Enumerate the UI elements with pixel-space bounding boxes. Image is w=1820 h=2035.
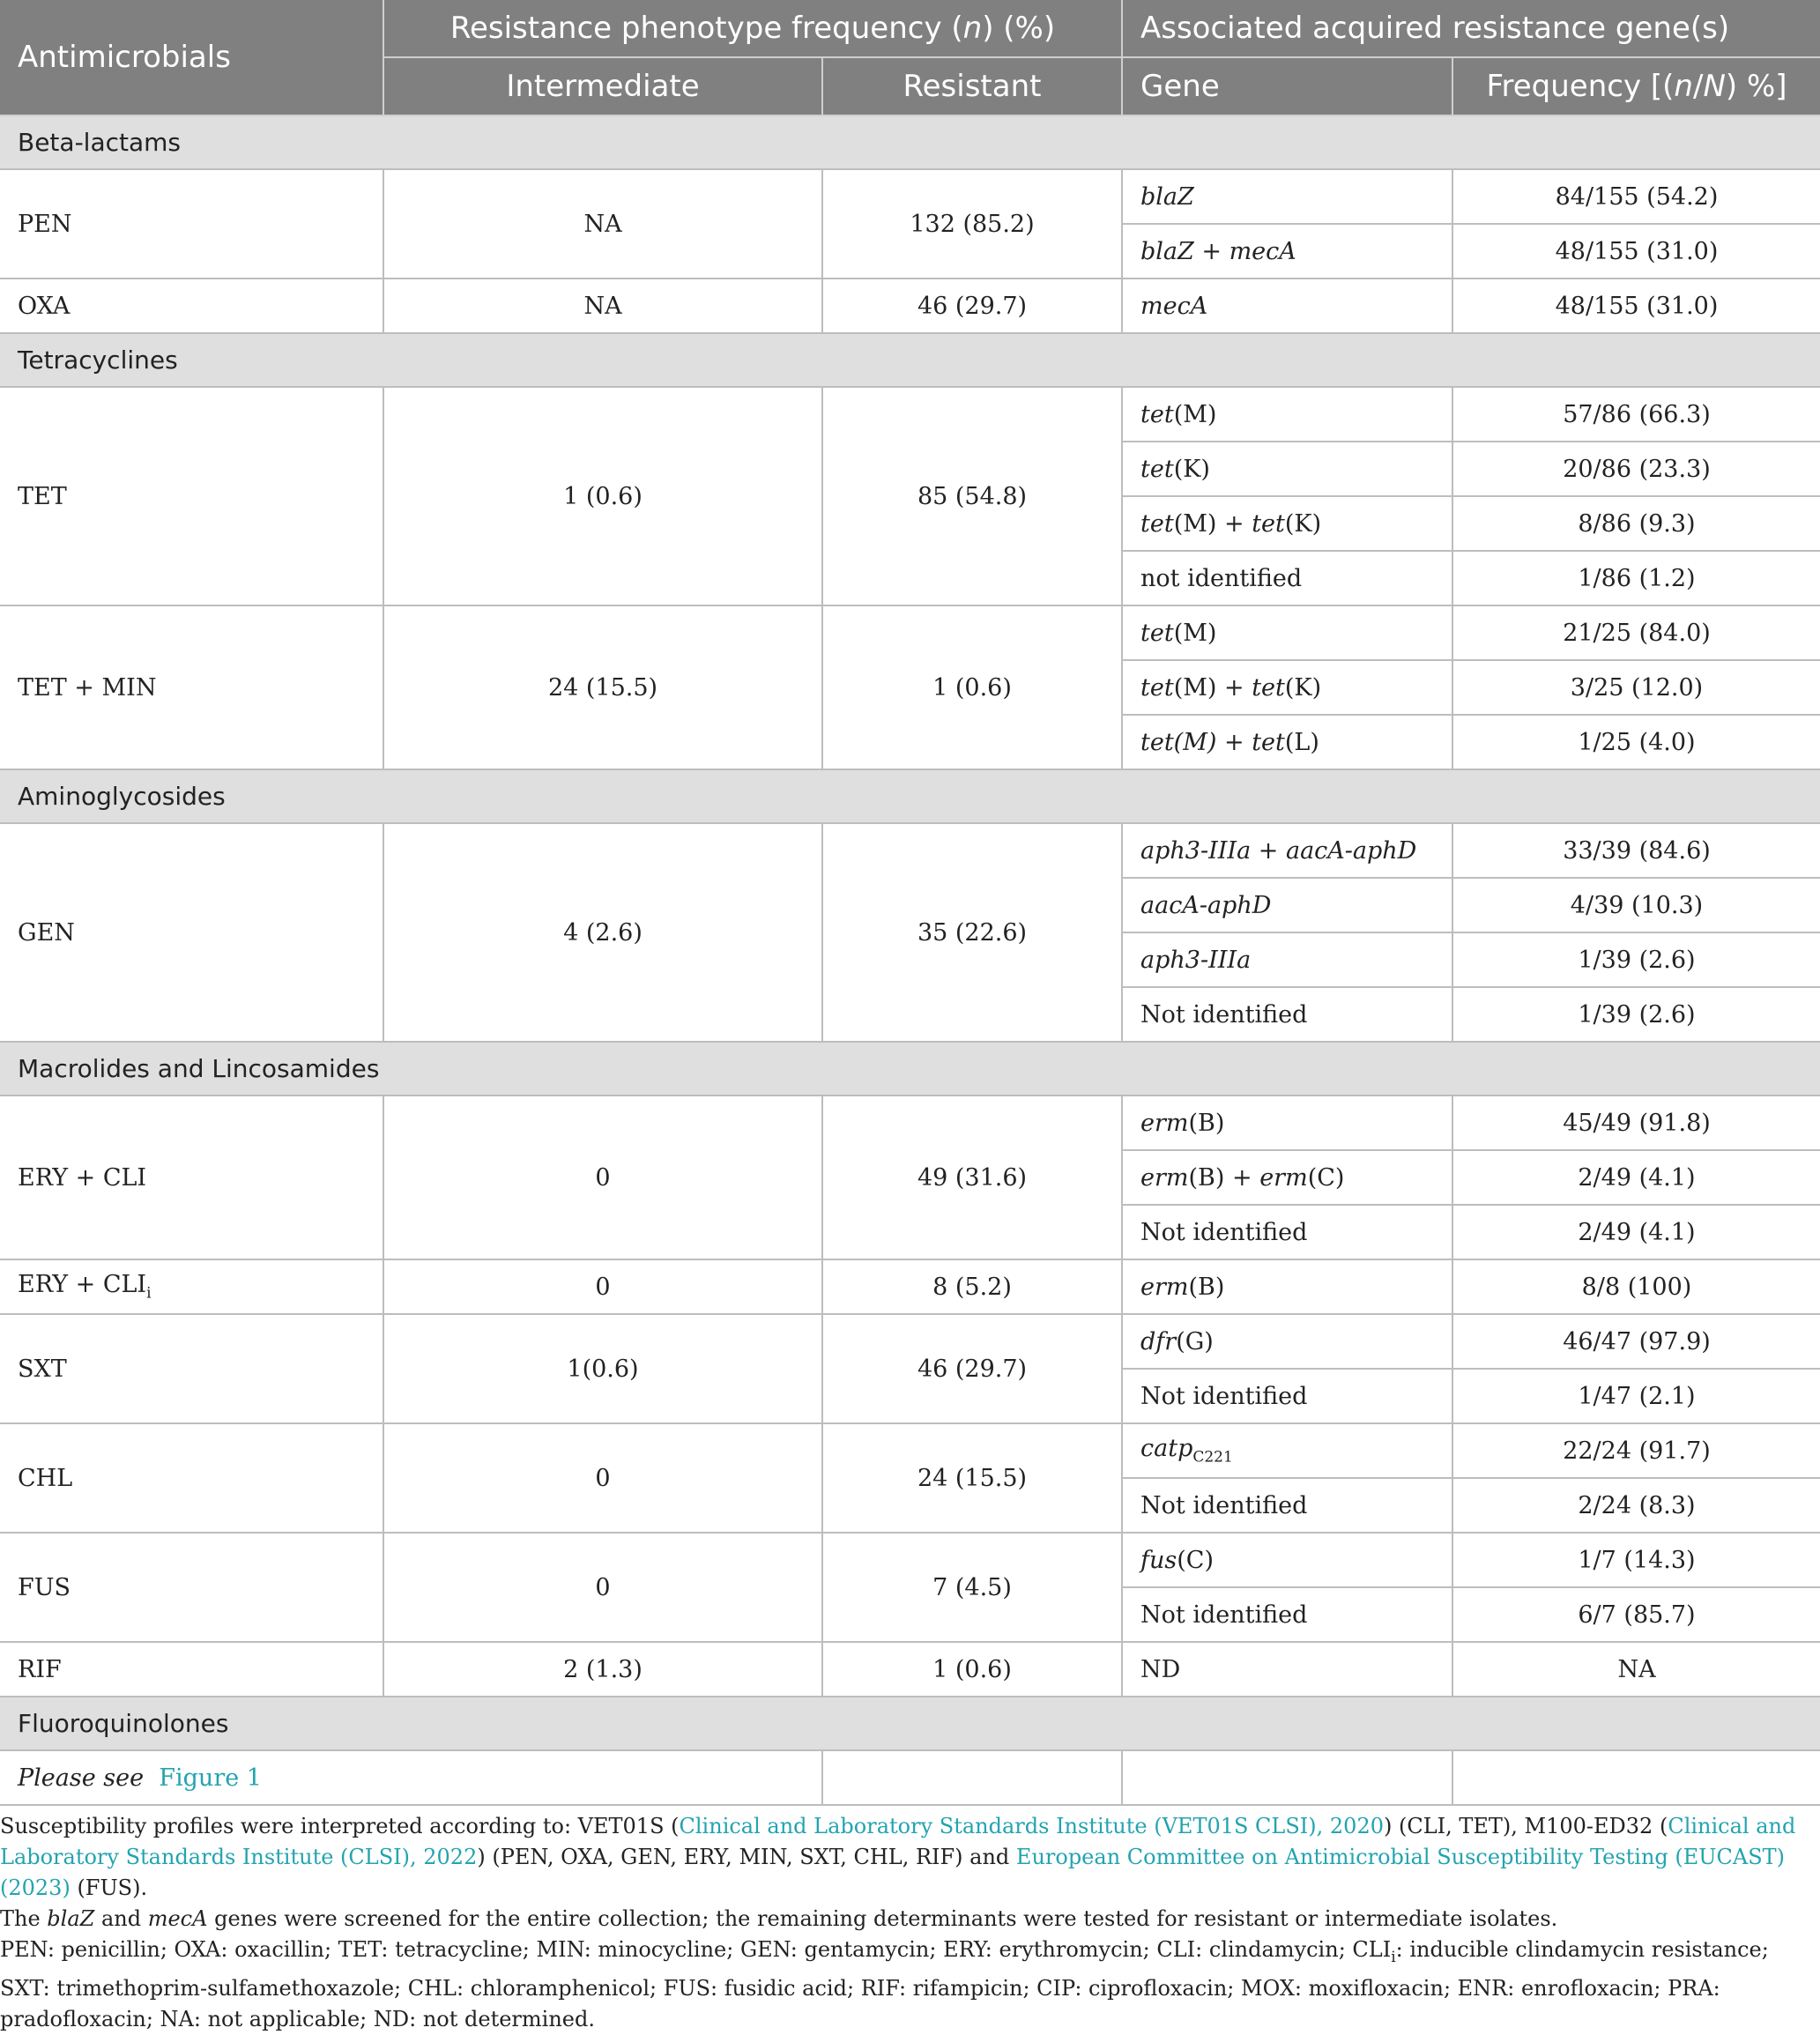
drug-cell: SXT <box>0 1314 383 1423</box>
header-intermediate: Intermediate <box>383 57 822 115</box>
table-row <box>0 387 1820 442</box>
header-phenotype-group: Resistance phenotype frequency (n) (%) <box>383 0 1122 57</box>
table-row <box>0 279 1820 333</box>
frequency-cell: 2/24 (8.3) <box>1452 1478 1820 1533</box>
drug-cell: TET + MIN <box>0 605 383 769</box>
frequency-cell: 1/25 (4.0) <box>1452 715 1820 769</box>
category-row <box>0 1042 1820 1095</box>
frequency-cell: 8/8 (100) <box>1452 1259 1820 1314</box>
intermediate-cell: 24 (15.5) <box>383 605 822 769</box>
gene-cell: tet(K) <box>1122 442 1452 496</box>
drug-cell: OXA <box>0 279 383 333</box>
header-frequency: Frequency [(n/N) %] <box>1452 57 1820 115</box>
empty-cell <box>1122 1750 1452 1805</box>
frequency-cell: 3/25 (12.0) <box>1452 660 1820 715</box>
gene-cell: fus(C) <box>1122 1533 1452 1587</box>
gene-cell: Not identified <box>1122 1478 1452 1533</box>
drug-cell: FUS <box>0 1533 383 1642</box>
gene-cell: ND <box>1122 1642 1452 1697</box>
gene-cell: blaZ <box>1122 169 1452 224</box>
resistant-cell: 46 (29.7) <box>822 1314 1122 1423</box>
intermediate-cell: 1(0.6) <box>383 1314 822 1423</box>
table-row <box>0 1423 1820 1478</box>
frequency-cell: 48/155 (31.0) <box>1452 279 1820 333</box>
resistant-cell: 49 (31.6) <box>822 1095 1122 1259</box>
gene-cell: tet(M) + tet(K) <box>1122 496 1452 551</box>
drug-cell: GEN <box>0 823 383 1042</box>
intermediate-cell: NA <box>383 169 822 279</box>
gene-cell: Not identified <box>1122 987 1452 1042</box>
category-tetracyclines: Tetracyclines <box>0 333 1820 387</box>
gene-cell: catp$_{C221}$ <box>1122 1423 1452 1478</box>
gene-cell: erm(B) <box>1122 1259 1452 1314</box>
frequency-cell: 1/47 (2.1) <box>1452 1369 1820 1423</box>
gene-cell: tet(M) + tet(L) <box>1122 715 1452 769</box>
fluoro-note-cell: Please see Figure 1 <box>0 1750 822 1805</box>
table-row <box>0 1314 1820 1369</box>
frequency-cell: 46/47 (97.9) <box>1452 1314 1820 1369</box>
drug-cell: ERY + CLI <box>0 1095 383 1259</box>
empty-cell <box>822 1750 1122 1805</box>
frequency-cell: 1/39 (2.6) <box>1452 987 1820 1042</box>
header-antimicrobials: Antimicrobials <box>0 0 383 115</box>
intermediate-cell: 0 <box>383 1259 822 1314</box>
resistant-cell: 8 (5.2) <box>822 1259 1122 1314</box>
frequency-cell: 8/86 (9.3) <box>1452 496 1820 551</box>
gene-cell: Not identified <box>1122 1369 1452 1423</box>
frequency-cell: 20/86 (23.3) <box>1452 442 1820 496</box>
frequency-cell: 2/49 (4.1) <box>1452 1205 1820 1259</box>
table-row <box>0 1533 1820 1587</box>
gene-cell: dfr(G) <box>1122 1314 1452 1369</box>
gene-cell: erm(B) <box>1122 1095 1452 1150</box>
category-macrolides: Macrolides and Lincosamides <box>0 1042 1820 1095</box>
ref-link-clsi[interactable]: Clinical and Laboratory Standards Institute (CLSI), 2022 <box>0 1814 1796 1869</box>
resistant-cell: 35 (22.6) <box>822 823 1122 1042</box>
resistant-cell: 1 (0.6) <box>822 1642 1122 1697</box>
header-gene: Gene <box>1122 57 1452 115</box>
frequency-cell: 45/49 (91.8) <box>1452 1095 1820 1150</box>
gene-cell: blaZ + mecA <box>1122 224 1452 279</box>
frequency-cell: 33/39 (84.6) <box>1452 823 1820 878</box>
resistant-cell: 1 (0.6) <box>822 605 1122 769</box>
table-row <box>0 1095 1820 1150</box>
frequency-cell: 1/7 (14.3) <box>1452 1533 1820 1587</box>
category-aminoglycosides: Aminoglycosides <box>0 769 1820 823</box>
resistant-cell: 46 (29.7) <box>822 279 1122 333</box>
footnote-abbreviations: PEN: penicillin; OXA: oxacillin; TET: tetracycline; MIN: minocycline; GEN: gentamycin; ERY: erythromycin; CLI: clindamycin; $CLI_i$: inducible clindamycin resistance; SXT: trimethoprim-sulfamethoxazole; CHL: chloramphenicol; FUS: fusidic acid; RIF: rifampicin; CIP: ciprofloxacin; MOX: moxifloxacin; ENR: enrofloxacin; PRA: pradofloxacin; NA: not applicable; ND: not determined. <box>0 1937 1769 2031</box>
gene-cell: erm(B) + erm(C) <box>1122 1150 1452 1205</box>
frequency-cell: 2/49 (4.1) <box>1452 1150 1820 1205</box>
ref-link-vet01s[interactable]: Clinical and Laboratory Standards Institute (VET01S CLSI), 2020 <box>679 1814 1384 1838</box>
category-row <box>0 769 1820 823</box>
gene-cell: aph3-IIIa <box>1122 932 1452 987</box>
frequency-cell: 84/155 (54.2) <box>1452 169 1820 224</box>
table-row <box>0 169 1820 224</box>
frequency-cell: 48/155 (31.0) <box>1452 224 1820 279</box>
empty-cell <box>1452 1750 1820 1805</box>
resistant-cell: 85 (54.8) <box>822 387 1122 605</box>
frequency-cell: 1/86 (1.2) <box>1452 551 1820 605</box>
table-row <box>0 605 1820 660</box>
category-fluoroquinolones: Fluoroquinolones <box>0 1697 1820 1750</box>
drug-cell: TET <box>0 387 383 605</box>
intermediate-cell: 1 (0.6) <box>383 387 822 605</box>
footnote-screening: The blaZ and mecA genes were screened for the entire collection; the remaining determinants were tested for resistant or intermediate isolates. <box>0 1906 1558 1931</box>
frequency-cell: NA <box>1452 1642 1820 1697</box>
header-gene-group: Associated acquired resistance gene(s) <box>1122 0 1820 57</box>
frequency-cell: 6/7 (85.7) <box>1452 1587 1820 1642</box>
category-row <box>0 115 1820 169</box>
figure-1-link[interactable]: Figure 1 <box>159 1764 262 1792</box>
header-row-1 <box>0 0 1820 57</box>
gene-cell: not identified <box>1122 551 1452 605</box>
frequency-cell: 4/39 (10.3) <box>1452 878 1820 932</box>
gene-cell: aph3-IIIa + aacA-aphD <box>1122 823 1452 878</box>
table-row <box>0 1259 1820 1314</box>
table-footnotes <box>0 1811 1811 2035</box>
intermediate-cell: 0 <box>383 1095 822 1259</box>
header-resistant: Resistant <box>822 57 1122 115</box>
drug-cell: RIF <box>0 1642 383 1697</box>
resistant-cell: 24 (15.5) <box>822 1423 1122 1533</box>
table-row <box>0 1642 1820 1697</box>
table-row <box>0 823 1820 878</box>
ref-link-eucast[interactable]: European Committee on Antimicrobial Susceptibility Testing (EUCAST) (2023) <box>0 1845 1786 1900</box>
resistant-cell: 7 (4.5) <box>822 1533 1122 1642</box>
intermediate-cell: 0 <box>383 1533 822 1642</box>
intermediate-cell: 2 (1.3) <box>383 1642 822 1697</box>
drug-cell: ERY + $CLI_i$ <box>0 1259 383 1314</box>
gene-cell: Not identified <box>1122 1205 1452 1259</box>
frequency-cell: 57/86 (66.3) <box>1452 387 1820 442</box>
footnote-interpretation: Susceptibility profiles were interpreted according to: VET01S (Clinical and Laboratory Standards Institute (VET01S CLSI), 2020) (CLI, TET), M100-ED32 (Clinical and Laboratory Standards Institute (CLSI), 2022) (PEN, OXA, GEN, ERY, MIN, SXT, CHL, RIF) and European Committee on Antimicrobial Susceptibility Testing (EUCAST) (2023) (FUS). <box>0 1814 1796 1900</box>
gene-cell: Not identified <box>1122 1587 1452 1642</box>
intermediate-cell: 0 <box>383 1423 822 1533</box>
drug-cell: PEN <box>0 169 383 279</box>
category-row <box>0 1697 1820 1750</box>
gene-cell: aacA-aphD <box>1122 878 1452 932</box>
intermediate-cell: 4 (2.6) <box>383 823 822 1042</box>
frequency-cell: 1/39 (2.6) <box>1452 932 1820 987</box>
gene-cell: tet(M) <box>1122 387 1452 442</box>
frequency-cell: 22/24 (91.7) <box>1452 1423 1820 1478</box>
category-row <box>0 333 1820 387</box>
table-row <box>0 1750 1820 1805</box>
intermediate-cell: NA <box>383 279 822 333</box>
frequency-cell: 21/25 (84.0) <box>1452 605 1820 660</box>
gene-cell: tet(M) <box>1122 605 1452 660</box>
gene-cell: tet(M) + tet(K) <box>1122 660 1452 715</box>
category-beta-lactams: Beta-lactams <box>0 115 1820 169</box>
drug-cell: CHL <box>0 1423 383 1533</box>
gene-cell: mecA <box>1122 279 1452 333</box>
resistant-cell: 132 (85.2) <box>822 169 1122 279</box>
